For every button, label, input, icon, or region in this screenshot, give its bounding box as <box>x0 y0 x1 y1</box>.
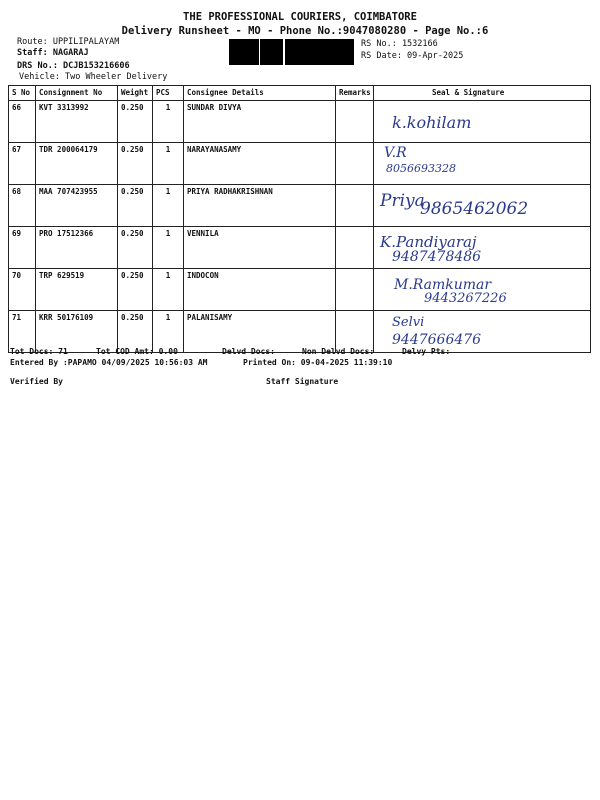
barcode-bar <box>253 39 254 65</box>
col-weight: Weight <box>118 86 153 101</box>
row-weight: 0.250 <box>118 101 153 143</box>
barcode-bar <box>335 39 336 65</box>
barcode-bar <box>285 39 288 65</box>
barcode-bar <box>258 39 259 65</box>
handwritten-signature: Selvi <box>392 315 425 330</box>
barcode-bar <box>349 39 352 65</box>
barcode-bar <box>260 39 262 65</box>
col-remarks: Remarks <box>336 86 374 101</box>
col-consignee: Consignee Details <box>184 86 336 101</box>
barcode-bar <box>312 39 314 65</box>
table-row <box>9 227 591 269</box>
total-cod-amount: Tot COD Amt: 0.00 <box>96 347 178 356</box>
barcode-bar <box>343 39 344 65</box>
barcode-bar <box>327 39 329 65</box>
handwritten-phone: 9443267226 <box>424 291 507 306</box>
row-remarks <box>336 269 374 311</box>
barcode-bar <box>352 39 354 65</box>
handwritten-signature: k.kohilam <box>392 113 472 132</box>
row-weight: 0.250 <box>118 185 153 227</box>
barcode-bar <box>336 39 338 65</box>
col-pcs: PCS <box>153 86 184 101</box>
row-consignment: PRO 17512366 <box>36 227 118 269</box>
barcode-bar <box>236 39 239 65</box>
row-consignee: PRIYA RADHAKRISHNAN <box>184 185 336 227</box>
table-row <box>9 143 591 185</box>
row-signature <box>374 269 591 311</box>
runsheet-table <box>8 85 591 353</box>
row-weight: 0.250 <box>118 143 153 185</box>
barcode-bar <box>252 39 253 65</box>
row-pcs: 1 <box>153 227 184 269</box>
barcode-bar <box>334 39 335 65</box>
row-sno: 69 <box>9 227 36 269</box>
company-title: THE PROFESSIONAL COURIERS, COIMBATORE <box>183 11 417 23</box>
row-sno: 66 <box>9 101 36 143</box>
handwritten-signature: M.Ramkumar <box>394 277 492 293</box>
barcode-bar <box>297 39 300 65</box>
row-consignment: KVT 3313992 <box>36 101 118 143</box>
row-pcs: 1 <box>153 143 184 185</box>
barcode-bar <box>263 39 265 65</box>
row-consignment: TRP 629519 <box>36 269 118 311</box>
barcode-bar <box>275 39 276 65</box>
row-consignee: PALANISAMY <box>184 311 336 353</box>
row-weight: 0.250 <box>118 227 153 269</box>
vehicle-label: Vehicle: Two Wheeler Delivery <box>19 72 168 82</box>
handwritten-phone: 9447666476 <box>392 332 482 348</box>
runsheet-title: Delivery Runsheet - MO - Phone No.:9047080280 - Page No.:6 <box>121 25 489 37</box>
row-sno: 70 <box>9 269 36 311</box>
row-consignee: NARAYANASAMY <box>184 143 336 185</box>
table-header-row <box>9 86 591 101</box>
barcode-bar <box>249 39 252 65</box>
row-consignment: MAA 707423955 <box>36 185 118 227</box>
barcode-bar <box>311 39 312 65</box>
delivery-points: Delvy Pts: <box>402 347 451 356</box>
barcode-bar <box>294 39 297 65</box>
barcode-bar <box>281 39 283 65</box>
row-signature <box>374 143 591 185</box>
row-consignee: VENNILA <box>184 227 336 269</box>
barcode-bar <box>277 39 278 65</box>
row-sno: 68 <box>9 185 36 227</box>
barcode-bar <box>289 39 292 65</box>
barcode-bar <box>346 39 349 65</box>
barcode-bar <box>278 39 280 65</box>
row-consignment: TDR 200064179 <box>36 143 118 185</box>
barcode-bar <box>333 39 334 65</box>
row-remarks <box>336 227 374 269</box>
barcode-bar <box>338 39 340 65</box>
barcode-bar <box>292 39 294 65</box>
barcode-bar <box>310 39 311 65</box>
total-docs: Tot Docs: 71 <box>10 347 68 356</box>
staff-label: Staff: NAGARAJ <box>17 48 89 58</box>
table-row <box>9 185 591 227</box>
barcode-bar <box>242 39 245 65</box>
barcode-bar <box>318 39 319 65</box>
row-signature <box>374 101 591 143</box>
col-signature: Seal & Signature <box>374 86 591 101</box>
route-label: Route: UPPILIPALAYAM <box>17 37 120 47</box>
table-row <box>9 269 591 311</box>
barcode-bar <box>303 39 305 65</box>
barcode-bar <box>230 39 232 65</box>
barcode-bar <box>239 39 242 65</box>
row-remarks <box>336 185 374 227</box>
barcode-bar <box>326 39 327 65</box>
printed-on: Printed On: 09-04-2025 11:39:10 <box>243 358 393 367</box>
row-sno: 67 <box>9 143 36 185</box>
barcode-bar <box>262 39 263 65</box>
row-weight: 0.250 <box>118 311 153 353</box>
barcode-bar <box>325 39 326 65</box>
barcode-bar <box>305 39 307 65</box>
row-consignment: KRR 50176109 <box>36 311 118 353</box>
row-signature <box>374 185 591 227</box>
row-consignee: SUNDAR DIVYA <box>184 101 336 143</box>
row-weight: 0.250 <box>118 269 153 311</box>
barcode-bar <box>268 39 270 65</box>
rs-date: RS Date: 09-Apr-2025 <box>361 51 464 61</box>
row-sno: 71 <box>9 311 36 353</box>
barcode-bar <box>329 39 331 65</box>
rs-number: RS No.: 1532166 <box>361 39 438 49</box>
barcode-bar <box>233 39 236 65</box>
row-remarks <box>336 101 374 143</box>
table-row <box>9 101 591 143</box>
col-consignment: Consignment No <box>36 86 118 101</box>
row-pcs: 1 <box>153 185 184 227</box>
barcode-bar <box>315 39 318 65</box>
barcode-bar <box>270 39 272 65</box>
barcode-bar <box>276 39 277 65</box>
barcode-bar <box>272 39 275 65</box>
barcode-bar <box>344 39 346 65</box>
barcode-bar <box>314 39 315 65</box>
row-pcs: 1 <box>153 311 184 353</box>
barcode-bar <box>229 39 230 65</box>
barcode-bar <box>245 39 246 65</box>
barcode-bar <box>256 39 258 65</box>
staff-signature: Staff Signature <box>266 377 339 386</box>
barcode-bar <box>322 39 325 65</box>
barcode-bar <box>319 39 322 65</box>
non-delivered-docs: Non Delvd Docs: <box>302 347 375 356</box>
verified-by: Verified By <box>10 377 63 386</box>
delivered-docs: Delvd Docs: <box>222 347 275 356</box>
row-pcs: 1 <box>153 101 184 143</box>
barcode-bar <box>232 39 233 65</box>
barcode-bar <box>288 39 289 65</box>
row-signature <box>374 227 591 269</box>
barcode-bar <box>265 39 268 65</box>
row-consignee: INDOCON <box>184 269 336 311</box>
row-remarks <box>336 143 374 185</box>
entered-by: Entered By :PAPAMO 04/09/2025 10:56:03 AM <box>10 358 208 367</box>
handwritten-signature: K.Pandiyaraj <box>380 233 477 251</box>
row-pcs: 1 <box>153 269 184 311</box>
barcode-bar <box>280 39 281 65</box>
drs-number: DRS No.: DCJB153216606 <box>17 61 130 71</box>
handwritten-phone: 9487478486 <box>392 249 482 265</box>
handwritten-signature: V.R <box>384 145 407 161</box>
barcode-bar <box>307 39 310 65</box>
barcode-bar <box>300 39 303 65</box>
handwritten-phone: 9865462062 <box>420 199 529 219</box>
handwritten-phone: 8056693328 <box>386 162 456 175</box>
barcode-bar <box>340 39 343 65</box>
col-sno: S No <box>9 86 36 101</box>
barcode-bar <box>331 39 333 65</box>
barcode <box>228 39 354 65</box>
barcode-bar <box>254 39 256 65</box>
handwritten-signature: Priya <box>380 191 425 211</box>
barcode-bar <box>246 39 249 65</box>
